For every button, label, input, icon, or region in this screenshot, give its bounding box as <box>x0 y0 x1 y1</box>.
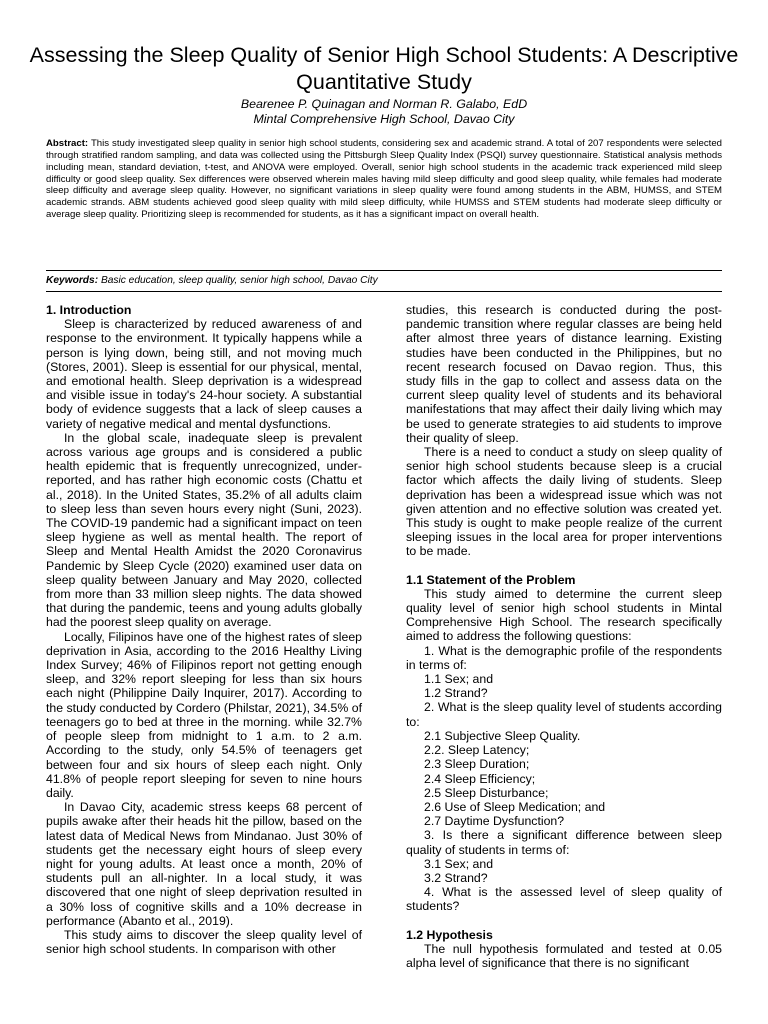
question-2-item: 2.2. Sleep Latency; <box>424 743 530 758</box>
question-3-item: 3.1 Sex; and <box>424 856 494 871</box>
keywords-text: Basic education, sleep quality, senior high school, Davao City <box>100 275 378 286</box>
divider-top <box>46 270 722 271</box>
intro-paragraph-3: Locally, Filipinos have one of the highest rates of sleep deprivation in Asia, according to the 2016 Healthy Living Index Survey; 46% of Filipinos report not getting enough sleep, and 32% report sleeping for less than six hours each night (Philippine Daily Inquirer, 2017). According to the study conducted by Cordero (Philstar, 2021), 34.5% of teenagers go to bed at three in the morning. while 32.7% of people sleep from midnight to 1 a.m. to 2 a.m. According to the study, only 54.5% of teenagers get between four and six hours of sleep each night. Only 41.8% of people report sleeping for seven to nine hours daily. <box>46 629 362 800</box>
keywords-label: Keywords: <box>46 275 99 286</box>
intro-paragraph-2: In the global scale, inadequate sleep is prevalent across various age groups and is considered a public health epidemic that is frequently unrecognized, under-reported, and has rather high economic costs (Chattu et al., 2018). In the United States, 35.2% of all adults claim to sleep less than seven hours every night (Suni, 2023). The COVID-19 pandemic had a significant impact on teen sleep hygiene as well as mental health. The report of Sleep and Mental Health Amidst the 2020 Coronavirus Pandemic by Sleep Cycle (2020) examined user data on sleep quality between January and May 2020, collected from more than 33 million sleep nights. The data showed that during the pandemic, teens and young adults globally had the poorest sleep quality on average. <box>46 430 362 630</box>
author-block <box>0 97 768 127</box>
intro-paragraph-5: This study aims to discover the sleep quality level of senior high school students. In comparison with other <box>46 927 362 957</box>
keywords <box>46 275 722 286</box>
question-3: 3. Is there a significant difference between sleep quality of students in terms of: <box>406 828 722 857</box>
affiliation: Mintal Comprehensive High School, Davao City <box>253 112 515 126</box>
intro-heading: 1. Introduction <box>46 303 132 317</box>
right-column <box>406 303 722 970</box>
problem-paragraph: This study aimed to determine the current sleep quality level of senior high school students in Mintal Comprehensive High School. The research specifically aimed to address the following questions: <box>406 586 722 644</box>
abstract-label: Abstract: <box>46 138 89 149</box>
problem-heading: 1.1 Statement of the Problem <box>406 572 576 587</box>
intro-paragraph-5-continued: studies, this research is conducted during the post-pandemic transition where regular classes are being held after almost three years of distance learning. Existing studies have been conducted in the Philippines, but no recent research focused on Davao region. Thus, this study fills in the gap to collect and assess data on the current sleep quality level of students and its behavioral manifestations that may affect their daily living which may be used to generate strategies to aid students to improve their quality of sleep. <box>406 303 722 445</box>
question-2-item: 2.1 Subjective Sleep Quality. <box>424 728 581 743</box>
question-2-item: 2.7 Daytime Dysfunction? <box>424 814 565 829</box>
left-column <box>46 303 362 956</box>
intro-paragraph-6: There is a need to conduct a study on sleep quality of senior high school students because sleep is a crucial factor which affects the daily living of students. Sleep deprivation has been a widespread issue which was not given attention and no effective solution was created yet. This study is ought to make people realize of the current sleeping issues in the local area for proper interventions to be made. <box>406 445 722 559</box>
question-2-item: 2.5 Sleep Disturbance; <box>424 785 549 800</box>
question-3-item: 3.2 Strand? <box>424 870 488 885</box>
abstract-text: This study investigated sleep quality in senior high school students, considering sex and academic strand. A total of 207 respondents were selected through stratified random sampling, and data was collected using the Pittsburgh Sleep Quality Index (PSQI) survey questionnaire. Statistical analysis methods including mean, standard deviation, t-test, and ANOVA were employed. Overall, senior high school students in the academic track experienced mild sleep difficulty or good sleep quality. Sex differences were observed wherein males having mild sleep difficulty and good sleep quality, while females had moderate sleep difficulty and average sleep quality. However, no significant variations in sleep quality were found among students in the ABM, HUMSS, and STEM academic strands. ABM students achieved good sleep quality with mild sleep difficulty, while HUMSS and STEM students had moderate sleep difficulty or average sleep quality. Prioritizing sleep is recommended for students, as it has a significant impact on overall health. <box>46 138 722 221</box>
divider-bottom <box>46 291 722 292</box>
question-4: 4. What is the assessed level of sleep quality of students? <box>406 885 722 914</box>
paper-title: Assessing the Sleep Quality of Senior High School Students: A Descriptive Quantitative Study <box>29 43 739 94</box>
question-2-item: 2.4 Sleep Efficiency; <box>424 771 536 786</box>
intro-paragraph-1: Sleep is characterized by reduced awareness of and response to the environment. It typically happens while a person is lying down, being still, and not moving much (Stores, 2001). Sleep is essential for our physical, mental, and emotional health. Sleep deprivation is a widespread and visible issue in today's 24-hour society. A substantial body of evidence suggests that a lack of sleep causes a variety of negative medical and mental dysfunctions. <box>46 317 362 431</box>
question-1-item: 1.2 Strand? <box>424 686 488 701</box>
hypothesis-heading: 1.2 Hypothesis <box>406 927 493 942</box>
authors: Bearenee P. Quinagan and Norman R. Galabo, EdD <box>240 97 528 111</box>
intro-paragraph-4: In Davao City, academic stress keeps 68 percent of pupils awake after their heads hit the pillow, based on the latest data of Medical News from Mindanao. Just 30% of students get the necessary eight hours of sleep every night for young adults. At least once a month, 20% of students pull an all-nighter. In a local study, it was discovered that one night of sleep deprivation resulted in a 30% loss of cognitive skills and a 10% decrease in performance (Abanto et al., 2019). <box>46 800 362 928</box>
hypothesis-paragraph: The null hypothesis formulated and tested at 0.05 alpha level of significance that there is no significant <box>406 941 722 970</box>
question-1: 1. What is the demographic profile of the respondents in terms of: <box>406 643 722 672</box>
question-2-item: 2.6 Use of Sleep Medication; and <box>424 799 606 814</box>
abstract <box>46 138 722 221</box>
question-1-item: 1.1 Sex; and <box>424 672 494 687</box>
question-2-item: 2.3 Sleep Duration; <box>424 757 530 772</box>
question-2: 2. What is the sleep quality level of students according to: <box>406 700 722 729</box>
